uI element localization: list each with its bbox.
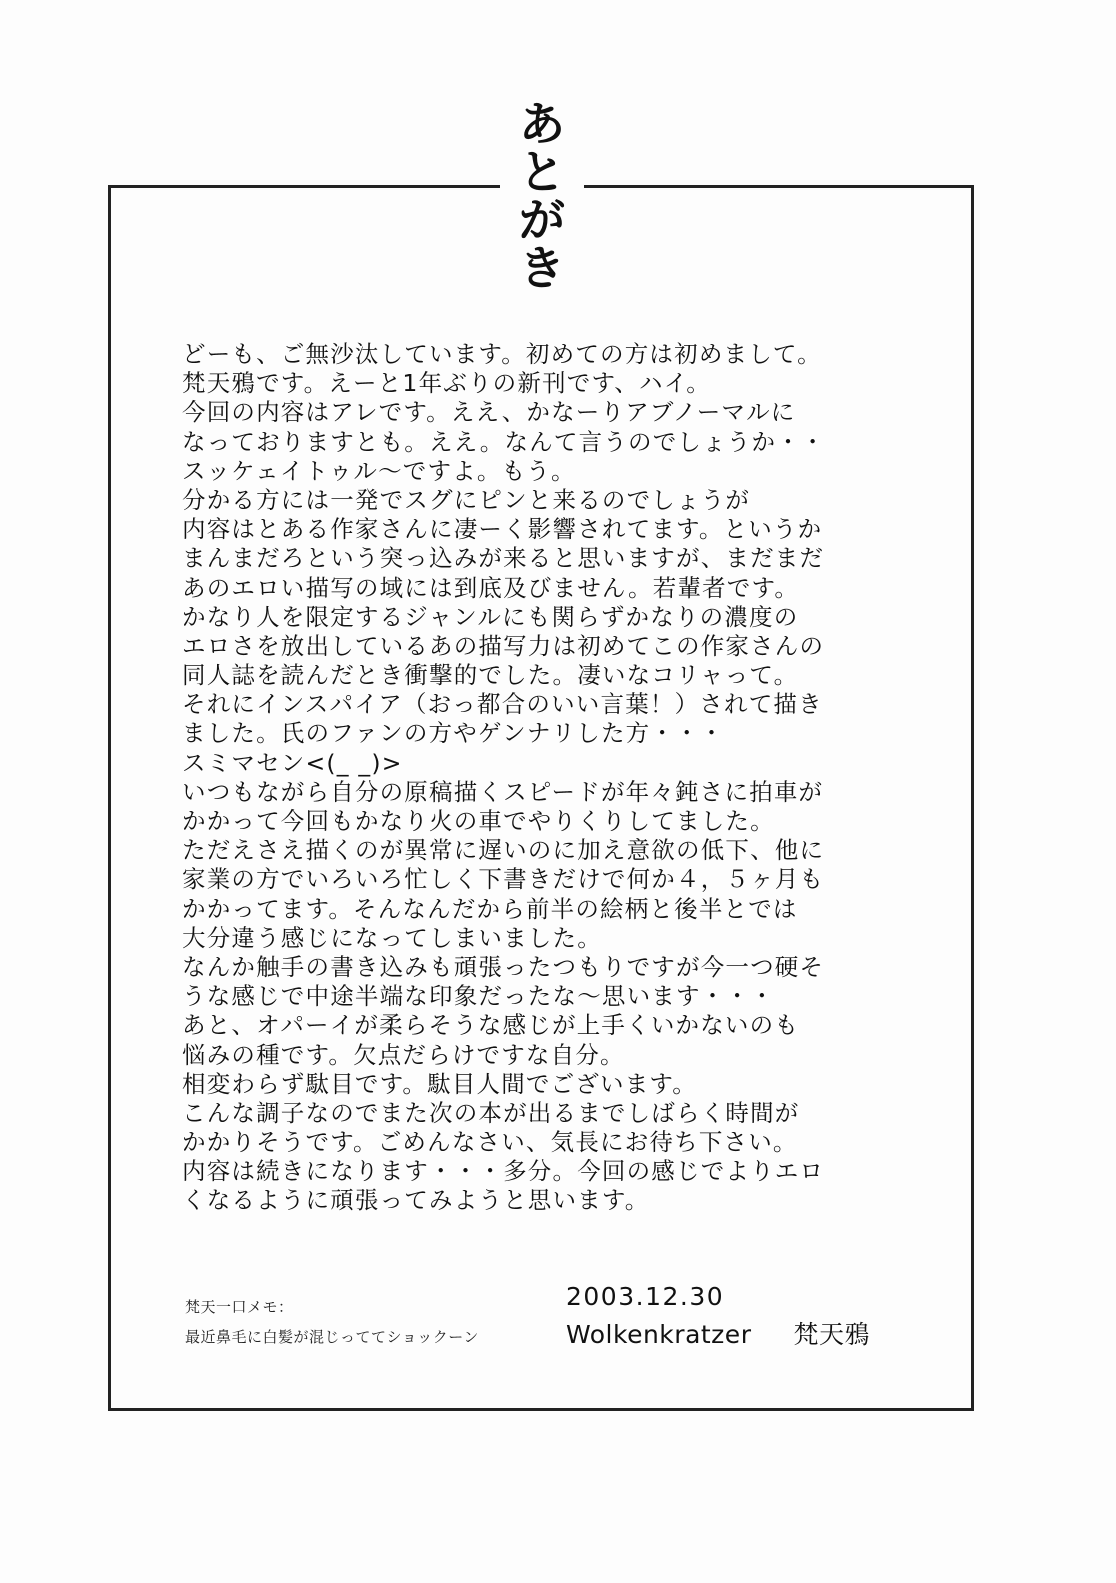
body-line: スミマセン<(_ _)> [182,748,403,777]
body-line: それにインスパイア（おっ都合のいい言葉！）されて描き [182,690,823,719]
body-line: 悩みの種です。欠点だらけですな自分。 [182,1040,625,1069]
body-line: 相変わらず駄目です。駄目人間でございます。 [182,1069,697,1098]
body-line: なっておりますとも。ええ。なんて言うのでしょうか・・ [182,427,826,456]
body-line: かかって今回もかなり火の車でやりくりしてました。 [182,807,775,835]
circle-name: Wolkenkratzer [566,1320,752,1349]
body-line: あのエロい描写の域には到底及びません。若輩者です。 [182,573,800,602]
body-line: かなり人を限定するジャンルにも関らずかなりの濃度の [182,602,799,631]
body-line: かかってます。そんなんだから前半の絵柄と後半とでは [182,894,798,923]
body-line: どーも、ご無沙汰しています。初めての方は初めまして。 [182,340,822,368]
signature [566,1315,870,1351]
body-line: 分かる方には一発でスグにピンと来るのでしょうが [182,485,751,514]
page-title: あ と が き [519,97,565,295]
body-line: なんか触手の書き込みも頑張ったつもりですが今一つ硬そ [182,952,825,981]
body-line: 家業の方でいろいろ忙しく下書きだけで何か４，５ヶ月も [182,865,825,894]
afterword-body [182,340,922,1216]
body-line: あと、オパーイが柔らそうな感じが上手くいかないのも [182,1011,800,1040]
body-line: スッケェイトゥル～ですよ。もう。 [182,456,576,485]
body-line: 梵天鴉です。えーと1年ぶりの新刊です、ハイ。 [182,369,711,398]
body-line: エロさを放出しているあの描写力は初めてこの作家さんの [182,631,825,660]
body-line: いつもながら自分の原稿描くスピードが年々鈍さに拍車が [182,777,824,806]
body-line: こんな調子なのでまた次の本が出るまでしばらく時間が [182,1098,800,1127]
body-line: 大分違う感じになってしまいました。 [182,923,602,952]
body-line: かかりそうです。ごめんなさい、気長にお待ち下さい。 [182,1128,798,1157]
body-line: くなるように頑張ってみようと思います。 [182,1186,650,1215]
date-stamp: 2003.12.30 [566,1282,725,1311]
body-line: まんまだろという突っ込みが来ると思いますが、まだまだ [182,544,825,573]
body-line: 内容はとある作家さんに凄ーく影響されてます。というか [182,515,823,544]
body-line: ました。氏のファンの方やゲンナリした方・・・ [182,719,725,748]
body-line: ただえさえ描くのが異常に遅いのに加え意欲の低下、他に [182,836,825,865]
author-name: 梵天鴉 [793,1320,870,1349]
memo-heading: 梵天一口メモ： [185,1298,294,1316]
body-line: うな感じで中途半端な印象だったな～思います・・・ [182,982,775,1011]
body-line: 今回の内容はアレです。ええ、かなーりアブノーマルに [182,398,796,427]
memo-block [185,1292,479,1352]
memo-text: 最近鼻毛に白髪が混じっててショックーン [185,1328,479,1346]
body-line: 同人誌を読んだとき衝撃的でした。凄いなコリャって。 [182,661,799,690]
body-line: 内容は続きになります・・・多分。今回の感じでよりエロ [182,1157,825,1186]
